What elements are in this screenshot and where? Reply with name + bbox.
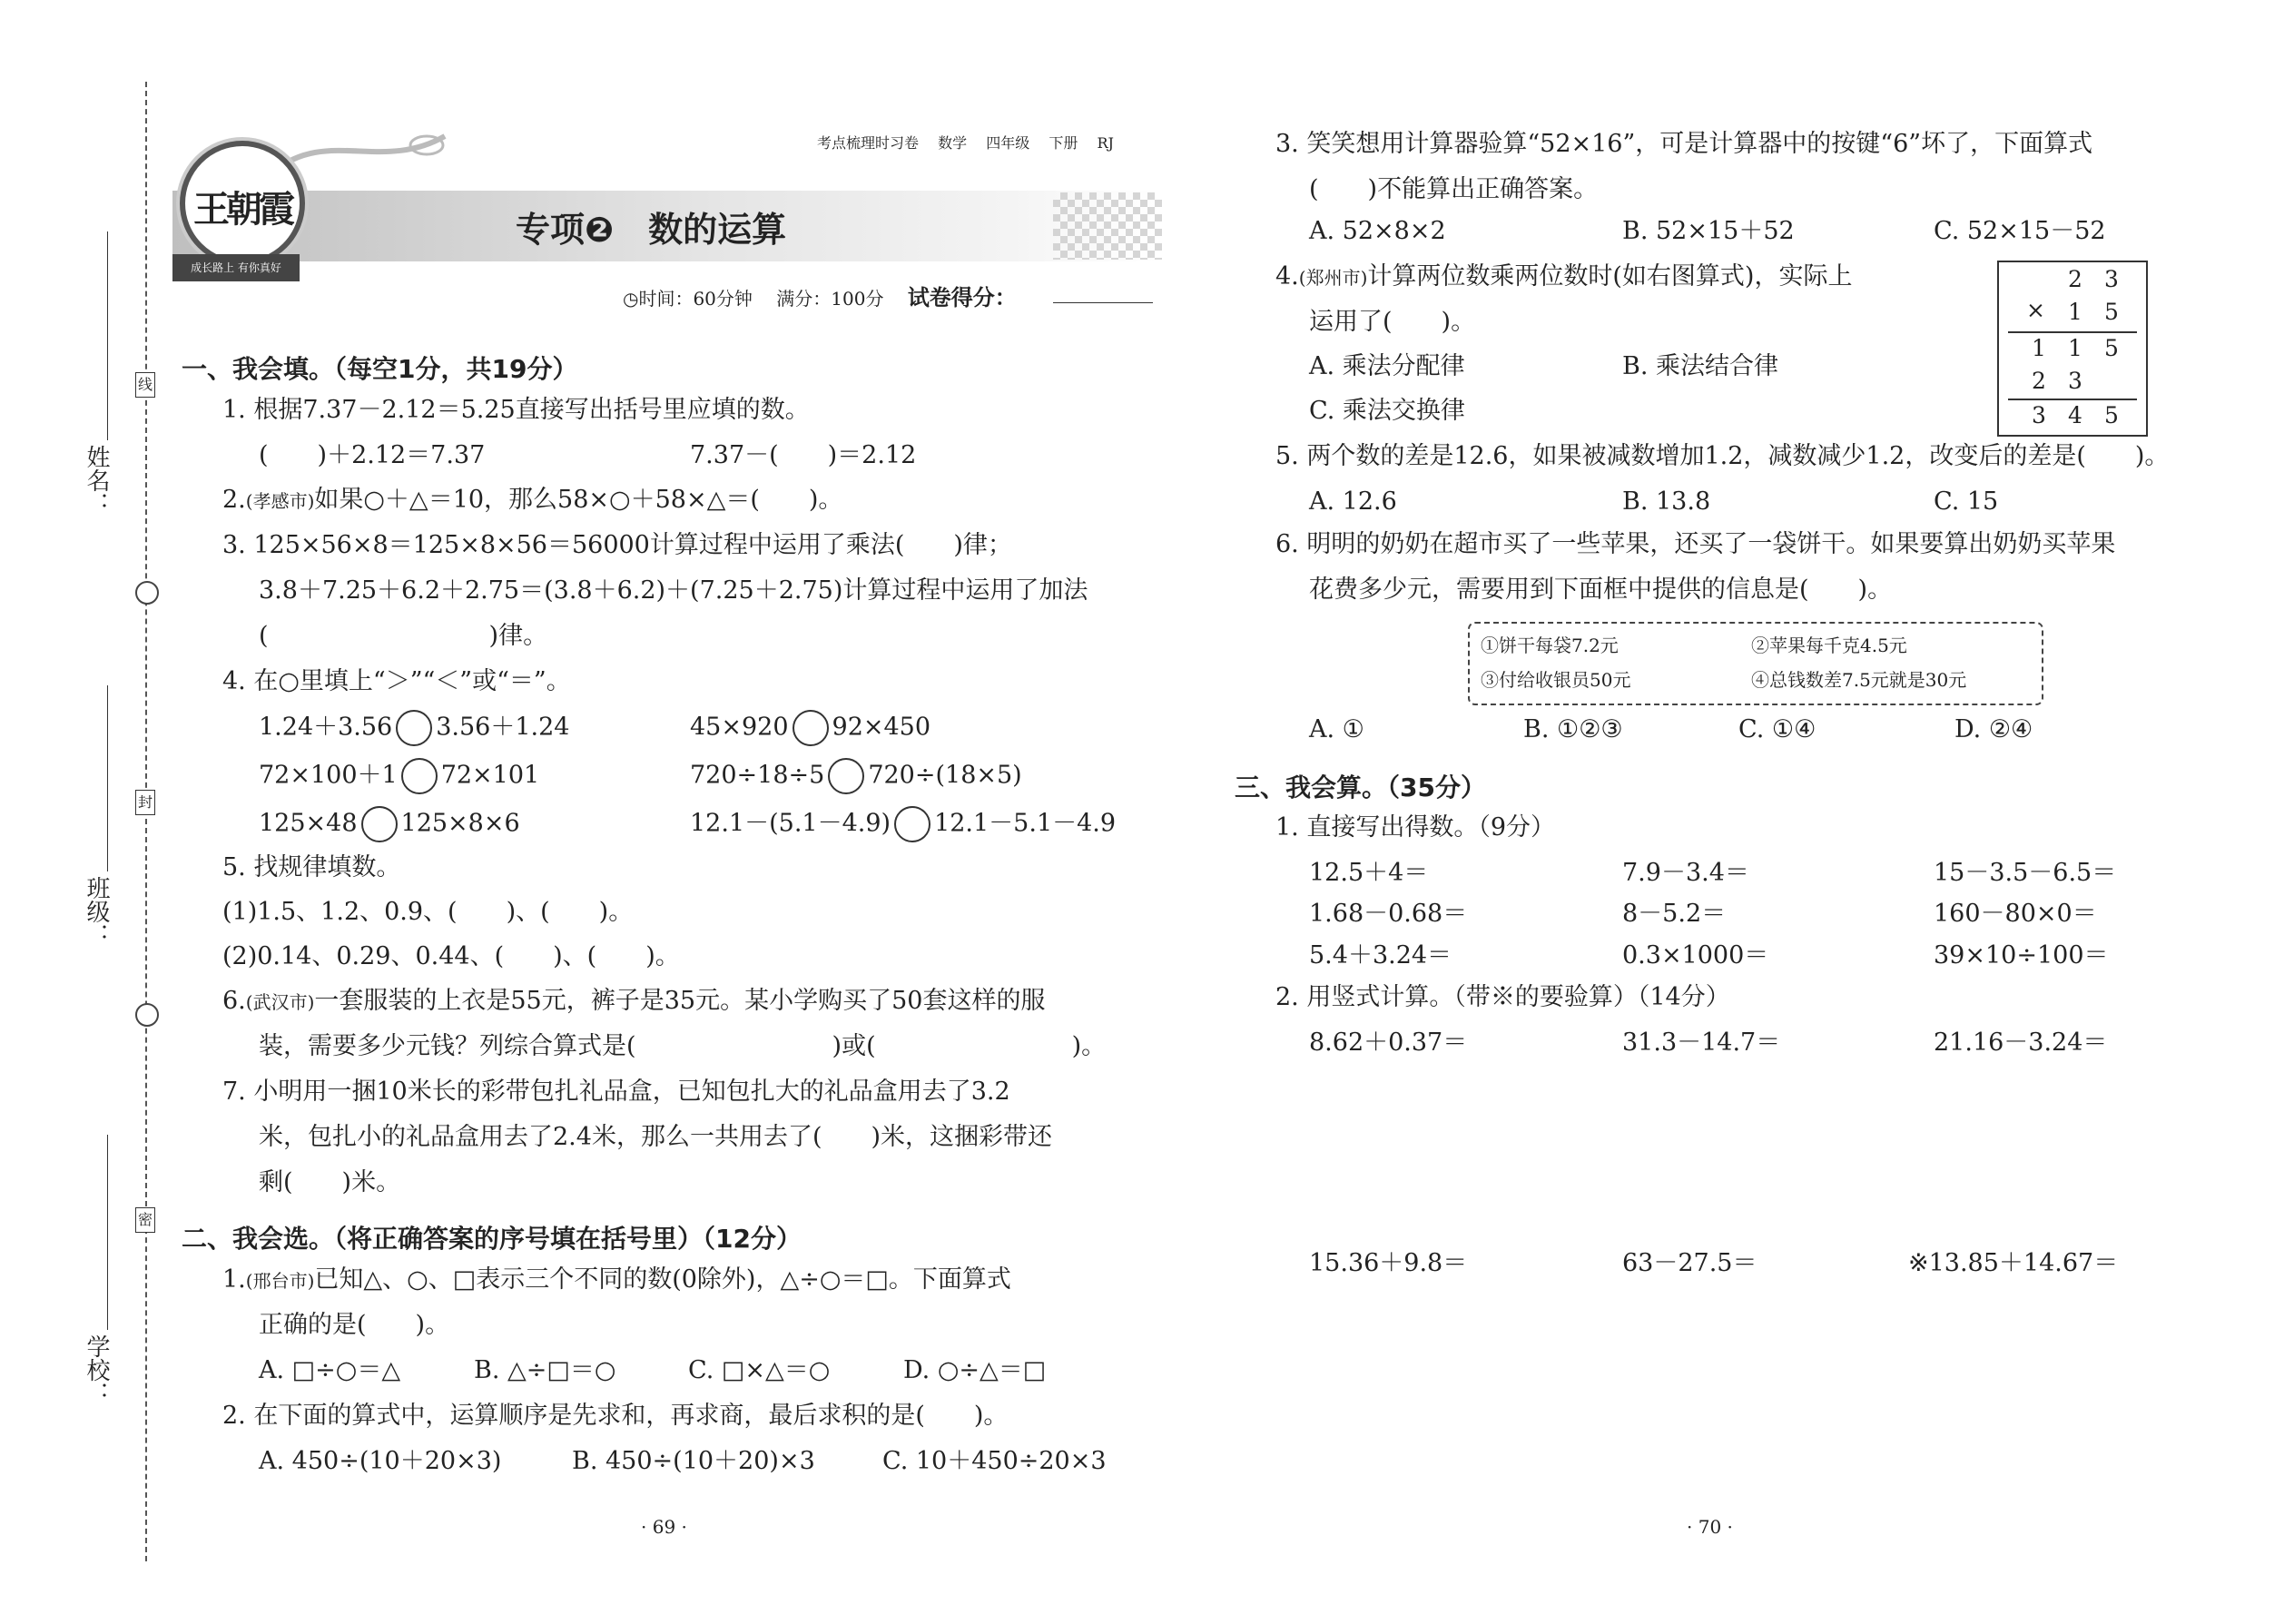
info-item: ②苹果每千克4.5元 [1751,635,1907,656]
q4-left-expr: 720÷18÷5 [690,761,825,790]
s1-q4-item [690,710,930,746]
s3-q1-item: 5.4＋3.24＝ [1309,941,1452,969]
s1-q4: 4. 在○里填上“＞”“＜”或“＝”。 [222,667,571,695]
s1-q6-text: 一套服装的上衣是55元，裤子是35元。某小学购买了50套这样的服 [314,987,1046,1015]
header-volume: 下册 [1049,134,1078,152]
s3-q1-item: 1.68－0.68＝ [1309,900,1468,928]
q4-right-expr: 12.1－5.1－4.9 [934,809,1117,838]
s3-q1-item: 15－3.5－6.5＝ [1934,859,2117,887]
s1-q5-b: (2)0.14、0.29、0.44、( )、( )。 [222,942,680,970]
s1-q4-item [690,758,1022,794]
s1-q4-item [259,758,539,794]
s1-q2 [222,485,842,517]
section2-title: 二、我会选。（将正确答案的序号填在括号里）（12分） [182,1224,802,1254]
header-subject: 数学 [938,134,968,152]
header-grade: 四年级 [986,134,1030,152]
class-line[interactable] [107,685,108,871]
mult-digit: 4 [2068,402,2082,428]
s2-q3-option[interactable]: B. 52×15＋52 [1622,217,1795,245]
s3-q1: 1. 直接写出得数。（9分） [1275,813,1556,842]
section1-title: 一、我会填。（每空1分，共19分） [182,354,578,384]
s2-q1-option[interactable]: C. □×△＝○ [688,1356,831,1384]
s1-q6-source: (武汉市) [245,991,315,1013]
s1-q7-line3: 剩( )米。 [259,1168,401,1196]
s2-q6-option[interactable]: A. ① [1309,715,1364,743]
mult-digit: 2 [2032,368,2046,394]
s3-q2-item: 15.36＋9.8＝ [1309,1249,1468,1277]
mult-digit: 1 [2068,299,2082,325]
s1-q4-item [259,710,569,746]
full-score: 满分：100分 [776,288,884,310]
info-box [1468,622,2043,705]
s2-q4-line1 [1275,261,1852,293]
s2-q1-option[interactable]: A. □÷○＝△ [259,1356,401,1384]
s3-q1-item: 8－5.2＝ [1622,900,1727,928]
s1-q5: 5. 找规律填数。 [222,853,401,881]
s2-q1-option[interactable]: D. ○÷△＝□ [903,1356,1047,1384]
s1-q3-line1: 3. 125×56×8＝125×8×56＝56000计算过程中运用了乘法( )律； [222,531,1012,559]
mult-digit: 5 [2104,299,2119,325]
s1-q6-line1 [222,986,1045,1018]
s2-q3-option[interactable]: A. 52×8×2 [1309,217,1446,245]
q4-right-expr: 92×450 [832,713,931,742]
s3-q2-item: 21.16－3.24＝ [1934,1029,2108,1057]
binding-hole [135,1003,159,1027]
s2-q1-num: 1. [222,1265,246,1294]
binding-hole [135,581,159,605]
s1-q2-text: 如果○＋△＝10，那么58×○＋58×△＝( )。 [314,486,843,514]
s3-q2-item: 8.62＋0.37＝ [1309,1029,1468,1057]
s2-q1-line2: 正确的是( )。 [259,1311,450,1339]
compare-circle[interactable] [396,710,432,746]
page-number-right: · 70 · [1687,1516,1733,1538]
name-label: 姓名： [83,445,110,516]
s3-q1-item: 160－80×0＝ [1934,900,2097,928]
s3-q2: 2. 用竖式计算。（带※的要验算）（14分） [1275,983,1730,1011]
logo-ribbon: 成长路上 有你真好 [172,254,300,281]
q4-right-expr: 125×8×6 [400,809,520,838]
name-line[interactable] [107,231,108,440]
header-series [817,132,1114,153]
mult-digit: 5 [2104,402,2119,428]
s1-q7-line1: 7. 小明用一捆10米长的彩带包扎礼品盒，已知包扎大的礼品盒用去了3.2 [222,1078,1010,1106]
school-label: 学校： [83,1334,110,1405]
s3-q2-item: ※13.85＋14.67＝ [1908,1249,2119,1277]
info-item: ①饼干每袋7.2元 [1481,635,1619,656]
s2-q5-option[interactable]: A. 12.6 [1309,487,1397,516]
s2-q1-source: (邢台市) [245,1270,315,1292]
s2-q4-line2: 运用了( )。 [1309,308,1476,336]
header-edition: RJ [1097,134,1114,152]
s1-q1-b: 7.37－( )＝2.12 [690,441,917,469]
class-label: 班级： [83,876,110,947]
s2-q6-line1: 6. 明明的奶奶在超市买了一些苹果，还买了一袋饼干。如果要算出奶奶买苹果 [1275,530,2116,558]
section3-title: 三、我会算。（35分） [1235,773,1486,802]
s3-q1-item: 39×10÷100＝ [1934,941,2109,969]
q4-left-expr: 72×100＋1 [259,761,398,790]
exam-info [623,280,1017,311]
s2-q4-option[interactable]: C. 乘法交换律 [1309,397,1465,425]
s3-q1-item: 7.9－3.4＝ [1622,859,1749,887]
s3-q2-item: 31.3－14.7＝ [1622,1029,1781,1057]
s2-q6-option[interactable]: C. ①④ [1738,715,1816,743]
compare-circle[interactable] [793,710,829,746]
q4-left-expr: 12.1－(5.1－4.9) [690,809,891,838]
seal-mark-xian: 线 [135,372,155,398]
mult-digit: × [2026,297,2045,323]
s1-q4-item [259,806,520,842]
s2-q6-line2: 花费多少元，需要用到下面框中提供的信息是( )。 [1309,576,1893,604]
s2-q3-line1: 3. 笑笑想用计算器验算“52×16”，可是计算器中的按键“6”坏了，下面算式 [1275,130,2093,158]
s2-q2-option[interactable]: B. 450÷(10＋20)×3 [572,1447,815,1475]
mult-digit: 1 [2032,335,2046,361]
s1-q5-a: (1)1.5、1.2、0.9、( )、( )。 [222,898,634,926]
mult-digit: 2 [2068,266,2082,292]
mult-digit: 1 [2068,335,2082,361]
multiplication-figure [1997,261,2148,437]
s2-q4-num: 4. [1275,262,1299,290]
page-number-left: · 69 · [641,1516,687,1538]
s2-q5: 5. 两个数的差是12.6，如果被减数增加1.2，减数减少1.2，改变后的差是( )。 [1275,442,2170,470]
s1-q7-line2: 米，包扎小的礼品盒用去了2.4米，那么一共用去了( )米，这捆彩带还 [259,1123,1053,1151]
s2-q5-option[interactable]: B. 13.8 [1622,487,1711,516]
q4-right-expr: 72×101 [440,761,540,790]
mult-digit: 5 [2104,335,2119,361]
s2-q6-option[interactable]: B. ①②③ [1523,715,1623,743]
q4-left-expr: 125×48 [259,809,358,838]
q4-right-expr: 720÷(18×5) [868,761,1022,790]
info-item: ③付给收银员50元 [1481,669,1631,691]
header-series-name: 考点梳理时习卷 [817,134,920,152]
s3-q1-item: 12.5＋4＝ [1309,859,1429,887]
s1-q1: 1. 根据7.37－2.12＝5.25直接写出括号里应填的数。 [222,396,810,424]
q4-left-expr: 45×920 [690,713,789,742]
s2-q2-option[interactable]: A. 450÷(10＋20×3) [259,1447,502,1475]
s1-q1-a: ( )＋2.12＝7.37 [259,441,486,469]
score-label: 试卷得分： [907,284,1017,310]
compare-circle[interactable] [361,806,398,842]
s2-q6-option[interactable]: D. ②④ [1954,715,2033,743]
s2-q4-text: 计算两位数乘两位数时(如右图算式)，实际上 [1367,262,1853,290]
s2-q5-option[interactable]: C. 15 [1934,487,1999,516]
s3-q1-item: 0.3×1000＝ [1622,941,1769,969]
mult-digit: 3 [2104,266,2119,292]
s1-q3-line2: 3.8＋7.25＋6.2＋2.75＝(3.8＋6.2)＋(7.25＋2.75)计算过程中运用了加法 [259,576,1088,605]
info-item: ④总钱数差7.5元就是30元 [1751,669,1967,691]
seal-mark-feng: 封 [135,790,155,815]
s2-q1-text: 已知△、○、□表示三个不同的数(0除外)，△÷○＝□。下面算式 [314,1265,1011,1294]
s1-q2-source: (孝感市) [245,490,315,512]
school-line[interactable] [107,1135,108,1330]
s1-q4-item [690,806,1116,842]
compare-circle[interactable] [894,806,930,842]
s1-q6-line2: 装，需要多少元钱？列综合算式是( )或( )。 [259,1032,1107,1060]
mult-rule [2008,331,2137,333]
s2-q2-option[interactable]: C. 10＋450÷20×3 [882,1447,1107,1475]
s2-q3-line2: ( )不能算出正确答案。 [1309,175,1599,203]
s2-q2: 2. 在下面的算式中，运算顺序是先求和，再求商，最后求积的是( )。 [222,1402,1009,1430]
score-input-line[interactable] [1053,302,1153,303]
s1-q3-line3: ( )律。 [259,622,548,650]
compare-circle[interactable] [828,758,864,794]
s1-q6-num: 6. [222,987,246,1015]
s2-q4-source: (郑州市) [1298,267,1368,289]
seal-mark-mi: 密 [135,1207,155,1233]
s2-q1-option[interactable]: B. △÷□＝○ [474,1356,616,1384]
s3-q2-item: 63－27.5＝ [1622,1249,1757,1277]
s2-q4-option[interactable]: A. 乘法分配律 [1309,352,1465,380]
s2-q4-option[interactable]: B. 乘法结合律 [1622,352,1779,380]
brand-logo [180,141,305,266]
mult-rule [2008,399,2137,400]
s2-q1-line1 [222,1265,1011,1296]
binding-dashed-line [145,82,147,1561]
q4-left-expr: 1.24＋3.56 [259,713,393,742]
compare-circle[interactable] [401,758,438,794]
s2-q3-option[interactable]: C. 52×15－52 [1934,217,2106,245]
s1-q2-num: 2. [222,486,246,514]
mult-digit: 3 [2068,368,2082,394]
logo-text: 王朝霞 [193,188,291,231]
banner-checker-pattern [1053,192,1162,260]
q4-right-expr: 3.56＋1.24 [436,713,570,742]
page-title: 专项❷ 数的运算 [516,210,787,250]
time-limit: ◷时间：60分钟 [623,288,753,310]
mult-digit: 3 [2032,402,2046,428]
